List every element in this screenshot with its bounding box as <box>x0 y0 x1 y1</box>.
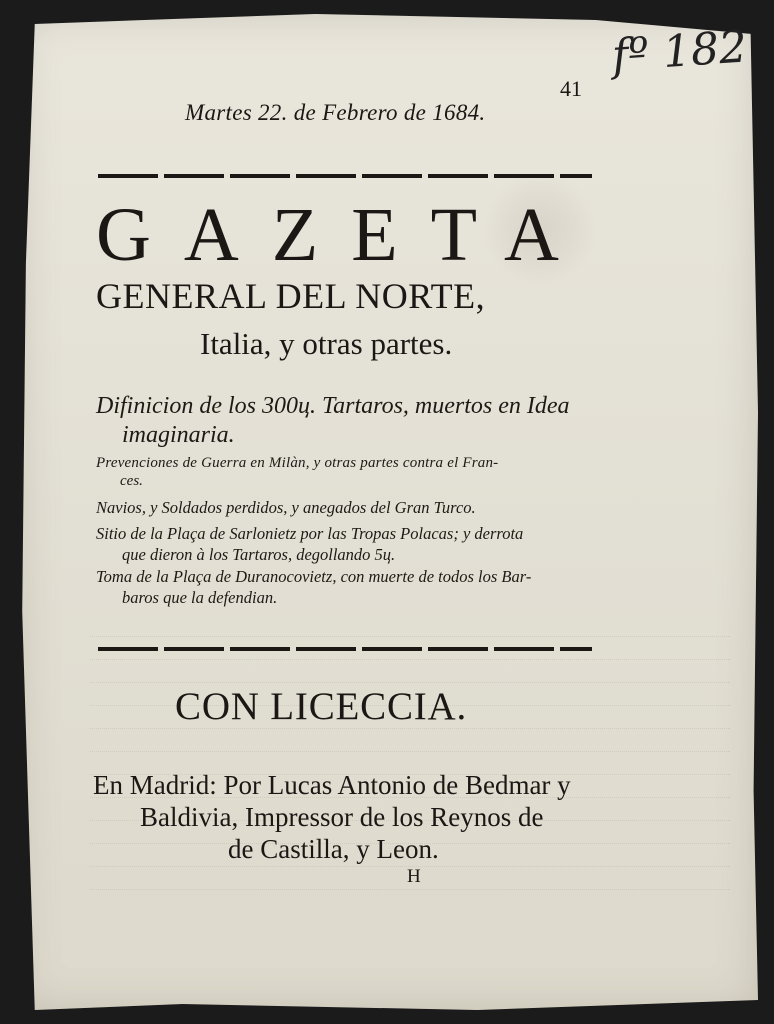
masthead-subtitle-line2: Italia, y otras partes. <box>200 326 453 361</box>
summary-item-1-cont: imaginaria. <box>122 422 235 448</box>
summary-item-2: Prevenciones de Guerra en Milàn, y otras partes contra el Fran- <box>96 455 499 471</box>
issue-date: Martes 22. de Febrero de 1684. <box>185 100 486 125</box>
summary-item-1: Difinicion de los 300ц. Tartaros, muertos en Idea <box>96 393 570 419</box>
masthead-title: GAZETA <box>96 193 592 277</box>
imprint-line-3: de Castilla, y Leon. <box>228 834 439 864</box>
summary-item-2-cont: ces. <box>120 473 143 489</box>
imprint-line-1: En Madrid: Por Lucas Antonio de Bedmar y <box>93 770 571 800</box>
summary-item-3: Navios, y Soldados perdidos, y anegados del Gran Turco. <box>96 498 476 517</box>
summary-item-5: Toma de la Plaça de Duranocovietz, con muerte de todos los Bar- <box>96 567 532 586</box>
page-number: 41 <box>560 76 582 101</box>
handwritten-folio: fº 182 <box>610 21 749 82</box>
summary-item-4: Sitio de la Plaça de Sarlonietz por las Tropas Polacas; y derrota <box>96 524 524 543</box>
imprint-line-2: Baldivia, Impressor de los Reynos de <box>140 802 544 832</box>
bottom-divider <box>98 647 592 651</box>
masthead-subtitle: GENERAL DEL NORTE, <box>96 276 486 316</box>
license-notice: CON LICECCIA. <box>175 685 468 728</box>
signature-mark: H <box>407 866 421 887</box>
summary-item-4-cont: que dieron à los Tartaros, degollando 5ц. <box>122 545 396 564</box>
top-divider <box>98 174 592 178</box>
summary-item-5-cont: baros que la defendian. <box>122 588 278 607</box>
